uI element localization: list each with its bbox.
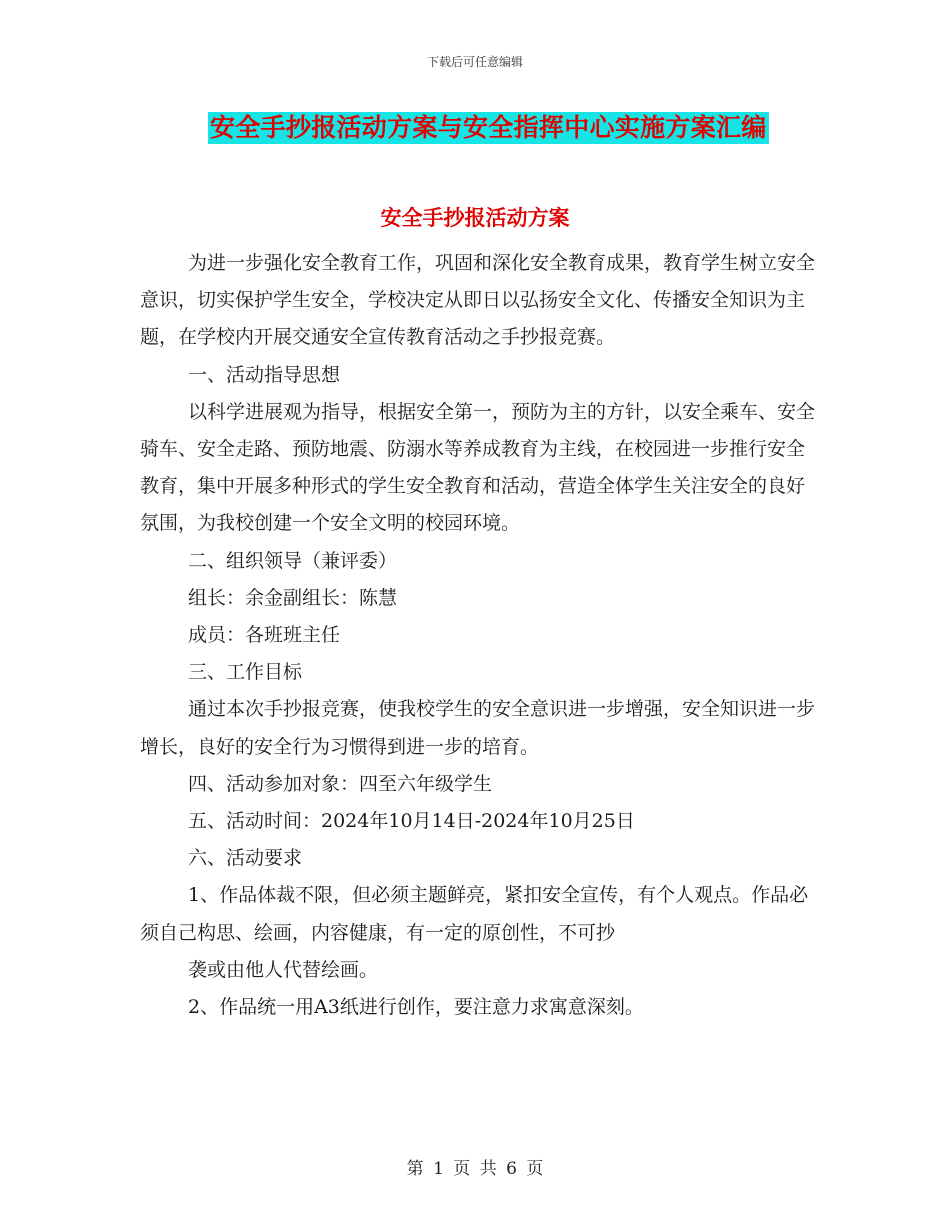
paragraph-members: 成员：各班班主任	[188, 624, 341, 647]
heading-guiding-ideology: 一、活动指导思想	[188, 363, 341, 386]
heading-requirements: 六、活动要求	[188, 847, 303, 870]
heading-organization: 二、组织领导（兼评委）	[188, 549, 398, 572]
paragraph-goals: 通过本次手抄报竞赛，使我校学生的安全意识进一步增强，安全知识进一步增长，良好的安全行为习惯得到进一步的培育。	[140, 698, 816, 758]
document-title: 安全手抄报活动方案与安全指挥中心实施方案汇编	[210, 113, 767, 142]
paragraph-requirement-1: 1、作品体裁不限，但必须主题鲜亮，紧扣安全宣传，有个人观点。作品必须自己构思、绘画，内容健康，有一定的原创性，不可抄	[140, 884, 809, 944]
paragraph-guiding-ideology: 以科学进展观为指导，根据安全第一，预防为主的方针，以安全乘车、安全骑车、安全走路、预防地震、防溺水等养成教育为主线，在校园进一步推行安全教育，集中开展多种形式的学生安全教育和活动，营造全体学生关注安全的良好氛围，为我校创建一个安全文明的校园环境。	[140, 400, 816, 535]
paragraph-requirement-1-cont: 袭或由他人代替绘画。	[188, 958, 379, 981]
paragraph-time: 五、活动时间：2024年10月14日-2024年10月25日	[188, 810, 635, 833]
page-footer: 第 1 页 共 6 页	[406, 1159, 544, 1179]
paragraph-participants: 四、活动参加对象：四至六年级学生	[188, 772, 493, 795]
paragraph-intro: 为进一步强化安全教育工作，巩固和深化安全教育成果，教育学生树立安全意识，切实保护学生安全，学校决定从即日以弘扬安全文化、传播安全知识为主题，在学校内开展交通安全宣传教育活动之手抄报竞赛。	[140, 252, 816, 349]
document-body	[140, 245, 820, 1026]
paragraph-leaders: 组长：余金副组长：陈慧	[188, 586, 398, 609]
paragraph-requirement-2: 2、作品统一用A3纸进行创作，要注意力求寓意深刻。	[188, 996, 644, 1019]
header-note: 下载后可任意编辑	[426, 55, 523, 69]
heading-goals: 三、工作目标	[188, 661, 303, 684]
section-title: 安全手抄报活动方案	[380, 205, 570, 230]
